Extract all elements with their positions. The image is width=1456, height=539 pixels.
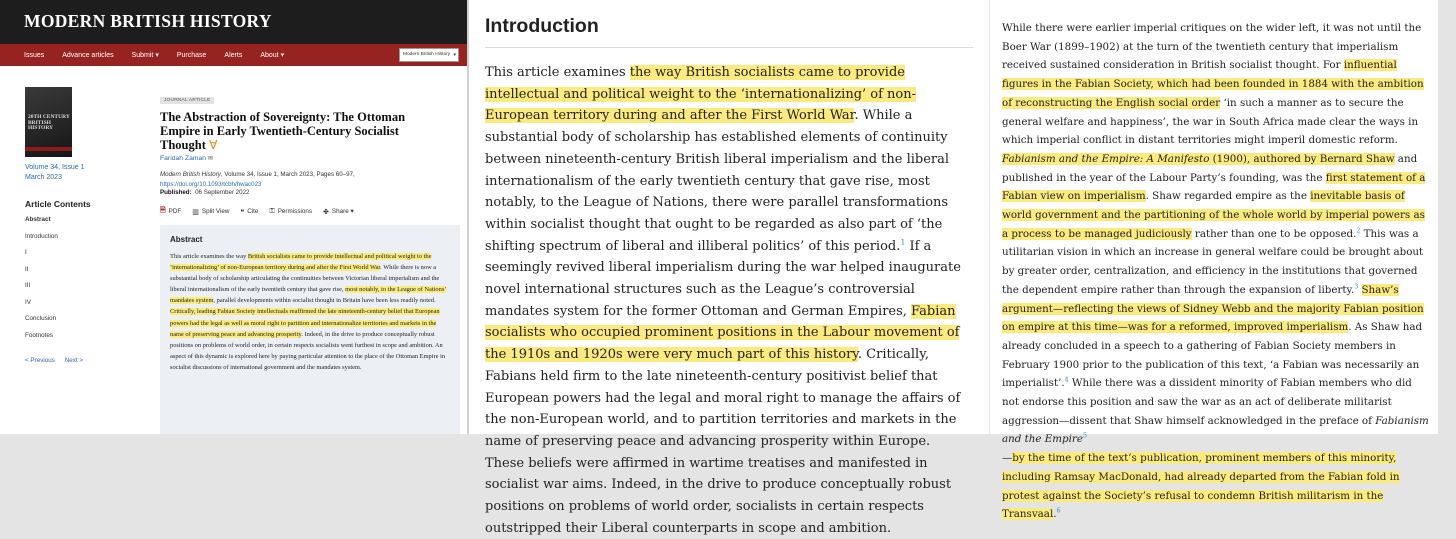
pdf-button[interactable]: 🗎 PDF bbox=[160, 207, 182, 215]
highlight: Shaw’s argument—reflecting the views of Sidney Webb and the majority Fabian position on empire at this time—was for a reformed, improved imperialism bbox=[1002, 283, 1424, 334]
journal-select[interactable] bbox=[399, 48, 459, 62]
text-segment: While there was a dissident minority of Fabian members who did not endorse this position and saw the war as an act of deliberate militarist aggression—dissent that Shaw himself acknowledged in the preface of bbox=[1002, 377, 1412, 427]
footnote-ref[interactable]: 6 bbox=[1056, 507, 1061, 515]
text-segment: This article examines bbox=[485, 65, 630, 80]
abstract-title: Abstract bbox=[170, 235, 203, 244]
article-contents bbox=[25, 199, 91, 348]
issue-info[interactable] bbox=[25, 163, 85, 183]
published-date: 06 September 2022 bbox=[195, 189, 250, 197]
author-link[interactable]: Faridah Zaman bbox=[160, 155, 207, 162]
previous-link[interactable]: < Previous bbox=[25, 357, 55, 364]
abstract-highlight: British socialists came to provide intellectual and political weight to the ‘internationalizing’ of non-European territory during and after the First World War bbox=[170, 253, 432, 272]
highlight: influential figures in the Fabian Society, which had been founded in 1884 with the ambition of reconstructing the English social order bbox=[1002, 59, 1424, 109]
cite-button[interactable]: ❝ Cite bbox=[240, 208, 259, 216]
continuation-paragraph bbox=[1002, 19, 1432, 524]
abstract-box bbox=[160, 225, 460, 434]
mail-icon[interactable]: ✉ bbox=[207, 156, 214, 162]
citation-details: , Volume 34, Issue 1, March 2023, Pages 60–97, bbox=[220, 171, 355, 178]
abstract-text bbox=[170, 251, 449, 373]
issue-date[interactable]: March 2023 bbox=[25, 174, 62, 181]
abstract-highlight: most notably, to the League of Nations’ mandates system bbox=[170, 286, 447, 305]
article-pager bbox=[25, 357, 91, 364]
citation-journal: Modern British History bbox=[160, 171, 221, 178]
toc-title: Article Contents bbox=[25, 199, 91, 209]
abstract-highlight: Critically, leading Fabian Society intellectuals reaffirmed the late nineteenth-century belief that European powers had the legal as well as moral right to partition and internationalize territories and markets in the name of preserving peace and advancing prosperity bbox=[170, 308, 440, 338]
main-nav bbox=[0, 44, 467, 66]
split-view-button[interactable]: ▥ Split View bbox=[192, 208, 230, 216]
published-line bbox=[160, 189, 450, 196]
permissions-button[interactable]: ⚿ Permissions bbox=[269, 207, 313, 215]
toc-abstract[interactable]: Abstract bbox=[25, 216, 51, 223]
footnote-ref[interactable]: 1 bbox=[900, 237, 906, 247]
published-label: Published: bbox=[160, 189, 192, 197]
key-icon: ⚿ bbox=[269, 207, 275, 215]
continuation-panel bbox=[990, 0, 1438, 521]
share-icon: ✤ bbox=[323, 208, 329, 216]
cover-text: 20TH CENTURY BRITISH HISTORY bbox=[28, 114, 70, 131]
nav-issues[interactable]: Issues bbox=[24, 51, 45, 59]
toc-section-iii[interactable]: III bbox=[25, 282, 31, 289]
introduction-panel bbox=[469, 0, 989, 536]
text-segment: This was a utilitarian vision in which an increase in general welfare could be brought about by greater order, centralization, and efficiency in the institutions that governed the dependent empire rather than through the expansion of liberty. bbox=[1002, 227, 1424, 296]
journal-cover-image[interactable] bbox=[25, 87, 72, 157]
text-segment: While there were earlier imperial critiques on the wider left, it was not until the Boer War (1899–1902) at the turn of the twentieth century that imperialism received sustained consideration in British socialist thought. For bbox=[1002, 22, 1422, 72]
highlight: Fabian socialists who occupied prominent positions in the Labour movement of the 1910s and 1920s were very much part of this history bbox=[485, 303, 960, 363]
toc-introduction[interactable]: Introduction bbox=[25, 232, 58, 240]
highlight: (1900), authored by Bernard Shaw bbox=[1209, 152, 1395, 165]
highlight: first statement of a Fabian view on imperialism bbox=[1002, 171, 1426, 203]
text-segment: . bbox=[1053, 508, 1057, 521]
citation-line bbox=[160, 170, 450, 189]
footnote-ref[interactable]: 5 bbox=[1082, 433, 1087, 441]
article-toolbar bbox=[160, 206, 365, 217]
text-segment: . Shaw regarded empire as the bbox=[1145, 190, 1311, 203]
toc-section-ii[interactable]: II bbox=[25, 265, 29, 273]
footnote-ref[interactable]: 2 bbox=[1356, 227, 1361, 235]
journal-page-panel bbox=[0, 0, 467, 434]
split-view-icon: ▥ bbox=[192, 208, 199, 216]
next-link[interactable]: Next > bbox=[64, 357, 84, 364]
site-title[interactable]: MODERN BRITISH HISTORY bbox=[24, 11, 272, 31]
footnote-ref[interactable]: 4 bbox=[1064, 376, 1069, 384]
abstract-segment: . Indeed, in the drive to produce conceptually robust positions on problems of world order, in certain respects socialists went furthest in scope and ambition. An aspect of this dynamic is explored here by paying particular attention to the place of the Ottoman Empire in socialist discussions of international government and the mandates system. bbox=[170, 330, 446, 371]
nav-purchase[interactable]: Purchase bbox=[176, 51, 207, 59]
open-access-icon: Ɐ bbox=[208, 138, 218, 152]
highlight: inevitable basis of world government and the partitioning of the whole world by imperial powers as a process to be managed judiciously bbox=[1002, 190, 1425, 240]
abstract-segment: This article examines the way bbox=[170, 253, 248, 260]
volume-issue[interactable]: Volume 34, Issue 1 bbox=[25, 164, 85, 171]
text-segment: . As Shaw had already concluded in a speech to a gathering of Fabian Society members in February 1900 prior to the publication of this text, ‘a Fabian was necessarily an imperialist’. bbox=[1002, 321, 1423, 390]
text-segment: . While a substantial body of scholarship has established elements of continuity between nineteenth-century British liberal imperialism and the liberal internationalism of the early twentieth century that gave rise, most notably, to the League of Nations, there were parallel transformations within socialist thought that ought to be regarded as also part of ‘the shifting spectrum of liberal and illiberal politics’ of this period. bbox=[485, 108, 950, 254]
article-title: The Abstraction of Sovereignty: The Ottoman Empire in Early Twentieth-Century Socialist Thought Ɐ bbox=[160, 110, 406, 152]
abstract-segment: , parallel developments within socialist thought in Britain have been less readily noted. bbox=[213, 297, 436, 305]
book-title: Fabianism and the Empire bbox=[1002, 414, 1429, 446]
pdf-icon: 🗎 bbox=[160, 207, 166, 214]
text-segment: — bbox=[1002, 452, 1013, 465]
toc-conclusion[interactable]: Conclusion bbox=[25, 315, 57, 322]
article-type-badge: JOURNAL ARTICLE bbox=[160, 97, 214, 104]
highlight-book-title: Fabianism and the Empire: A Manifesto bbox=[1002, 152, 1210, 165]
highlight: the way British socialists came to provide intellectual and political weight to the ‘internationalizing’ of non-European territory during and after the First World War bbox=[485, 65, 917, 124]
toc-section-iv[interactable]: IV bbox=[25, 298, 31, 306]
quote-icon: ❝ bbox=[240, 208, 245, 216]
introduction-paragraph bbox=[485, 62, 973, 539]
text-segment: ‘in such a manner as to secure the general welfare and happiness’, the war in South Africa made clear the ways in which imperial conflict in distant territories might imperil domestic reform. bbox=[1002, 96, 1419, 147]
abstract-segment: . While there is now a substantial body of scholarship articulating the continuities between Victorian liberal imperialism and the liberal internationalism of the early twentieth century that gave rise, bbox=[170, 264, 440, 294]
text-segment bbox=[1358, 284, 1361, 296]
text-segment: If a seemingly revived liberal imperialism during the war helped inaugurate novel international structures such as the League’s controversial mandates system for the former Ottoman and German Empires, bbox=[485, 238, 961, 319]
title-divider bbox=[485, 47, 973, 48]
text-segment: . Critically, Fabians held firm to the late nineteenth-century positivist belief that European powers had the legal and moral right to manage the affairs of the non-European world, and to partition territories and markets in the name of preserving peace and advancing prosperity within Europe. These beliefs were affirmed in wartime treatises and manifested in socialist war aims. Indeed, in the drive to produce conceptually robust positions on problems of world order, socialists in certain respects outstripped their Liberal counterparts in scope and ambition. bbox=[485, 347, 961, 536]
site-header bbox=[0, 0, 467, 44]
nav-submit[interactable]: Submit ▾ bbox=[131, 52, 159, 59]
article-header bbox=[160, 88, 450, 196]
text-segment: rather than one to be opposed. bbox=[1191, 227, 1357, 240]
cover-bar bbox=[25, 147, 72, 151]
journal-select-value: Modern British History bbox=[403, 52, 451, 57]
text-segment: and published in the year of the Labour Party’s founding, was the bbox=[1002, 152, 1418, 184]
toc-section-i[interactable]: I bbox=[25, 249, 27, 256]
author-line bbox=[160, 155, 450, 162]
doi-link[interactable]: https://doi.org/10.1093/tcbh/hwac023 bbox=[160, 180, 262, 188]
toc-footnotes[interactable]: Footnotes bbox=[25, 331, 54, 339]
nav-advance-articles[interactable]: Advance articles bbox=[62, 51, 114, 59]
nav-about[interactable]: About ▾ bbox=[260, 52, 285, 59]
highlight: by the time of the text’s publication, prominent members of this minority, including Ramsay MacDonald, had already departed from the Fabian fold in protest against the Society’s refusal to condemn British militarism in the Transvaal bbox=[1002, 452, 1400, 521]
section-title: Introduction bbox=[485, 15, 599, 37]
nav-alerts[interactable]: Alerts bbox=[224, 51, 243, 59]
share-button[interactable]: ✤ Share ▾ bbox=[323, 208, 354, 216]
chevron-down-icon: ▾ bbox=[453, 52, 456, 58]
footnote-ref[interactable]: 3 bbox=[1354, 283, 1359, 291]
